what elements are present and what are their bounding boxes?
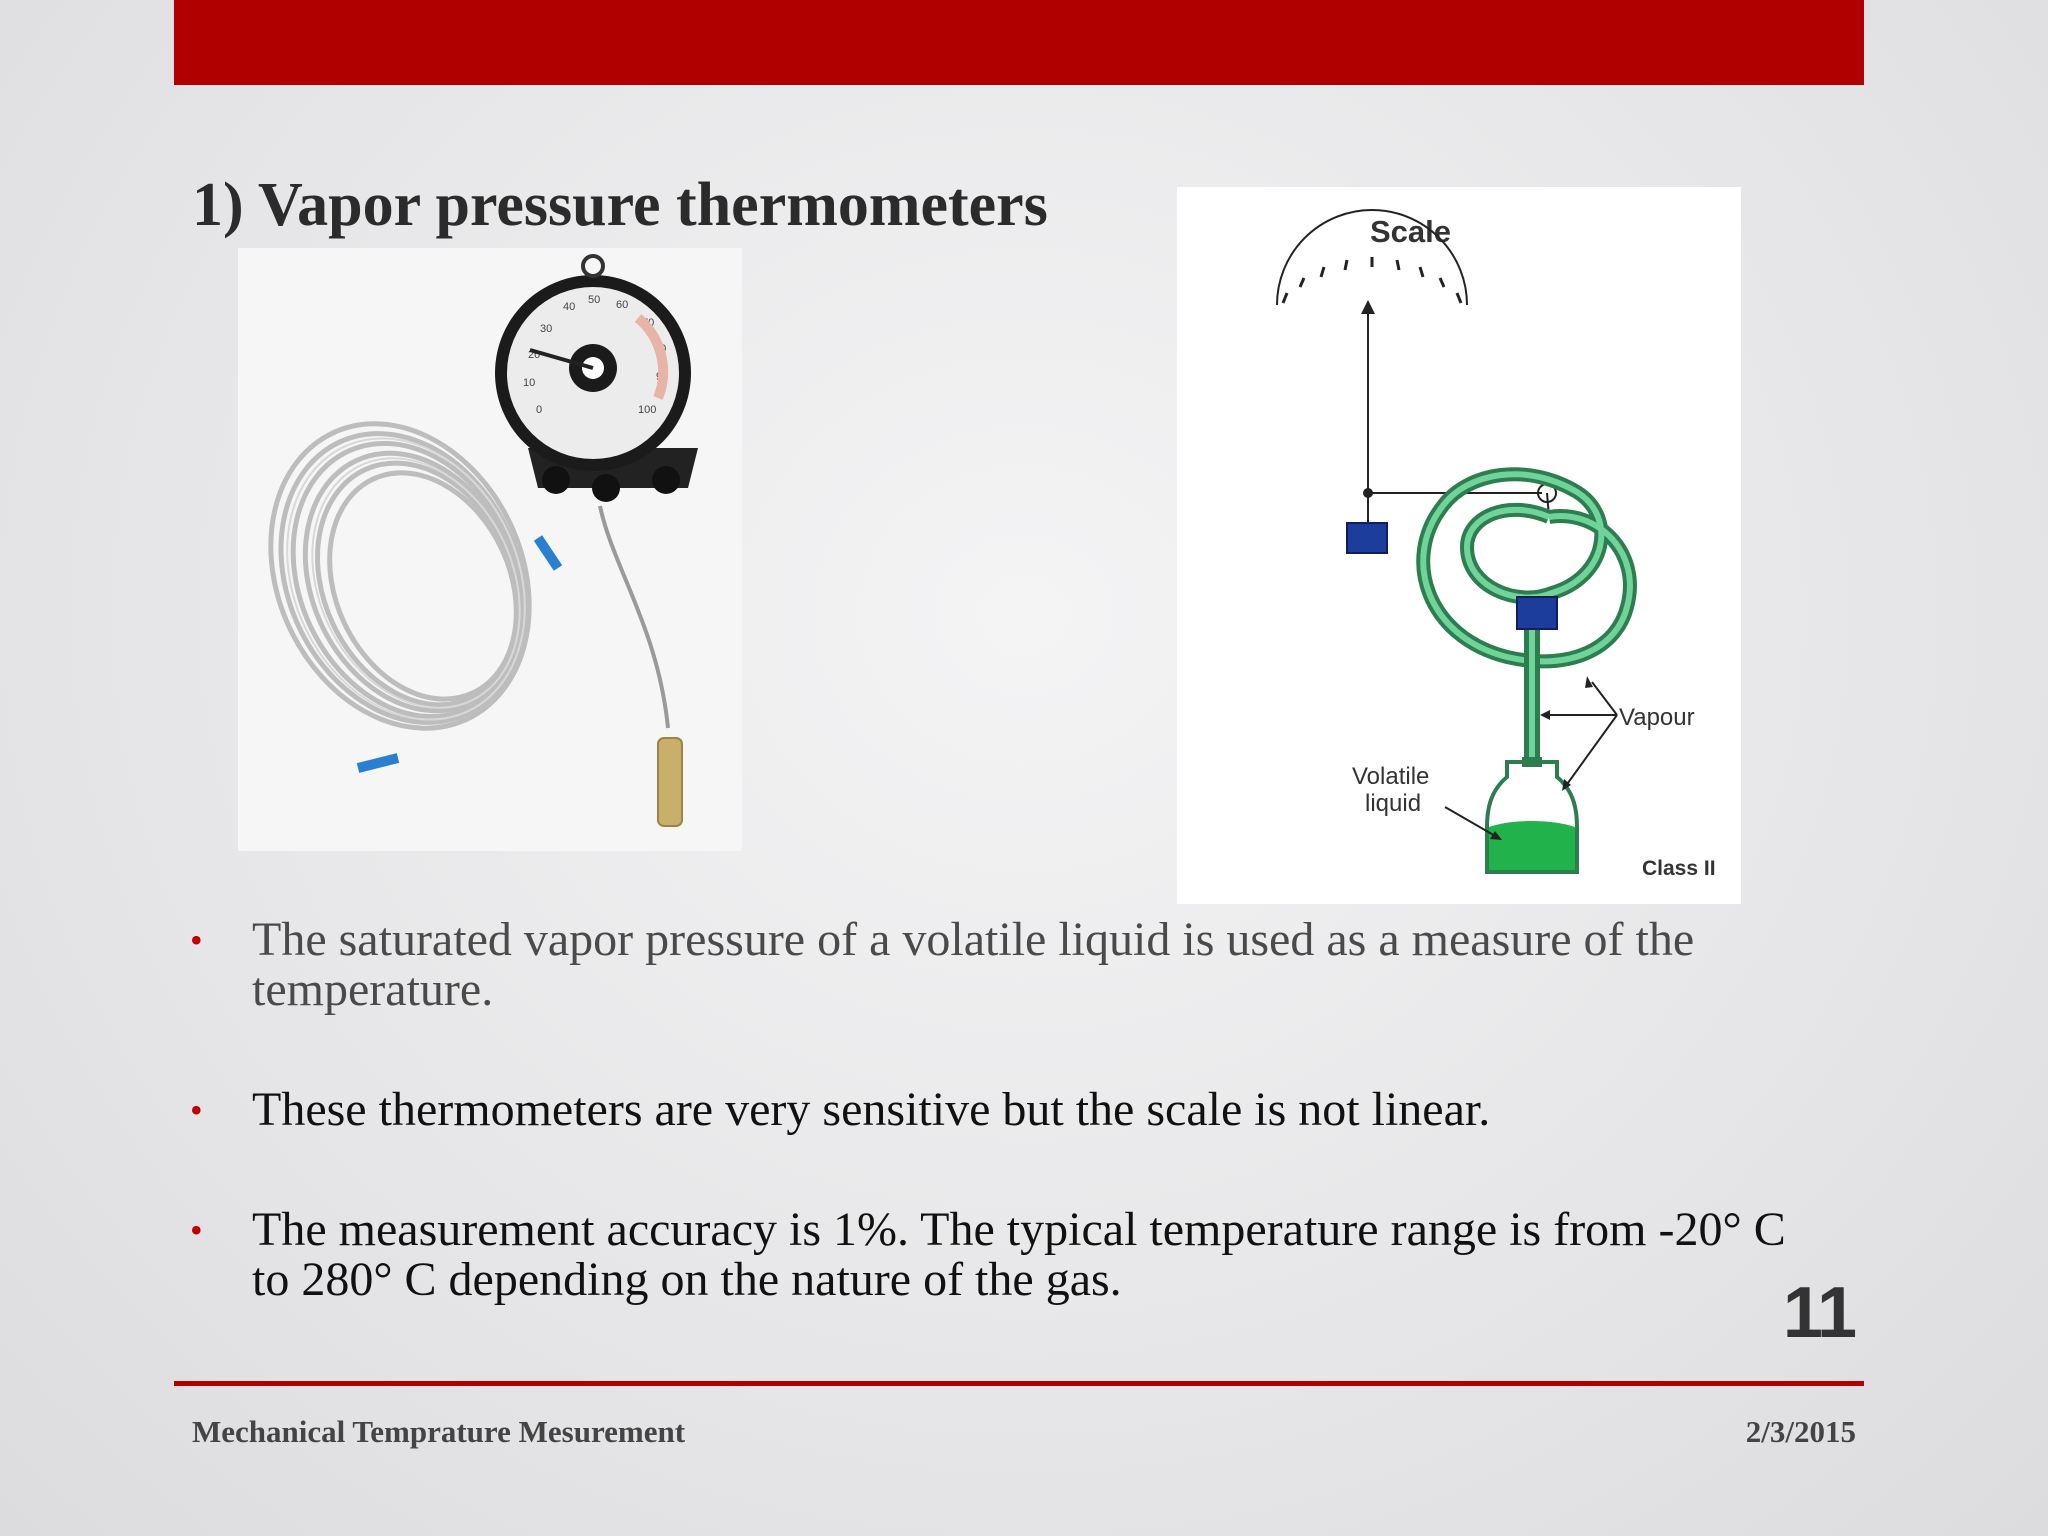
slide-number: 11 xyxy=(1782,1273,1855,1353)
scale-label: Scale xyxy=(1370,214,1452,249)
class-label: Class II xyxy=(1642,857,1716,880)
dial-number: 20 xyxy=(528,349,541,361)
dial-number: 40 xyxy=(563,301,576,313)
dial-number: 70 xyxy=(642,317,655,329)
gauge-photo-illustration xyxy=(238,248,742,851)
top-accent-bar xyxy=(174,0,1864,85)
bullet-item xyxy=(190,1205,1810,1305)
footer-title: Mechanical Temprature Mesurement xyxy=(192,1414,686,1449)
dial-number: 80 xyxy=(654,343,667,355)
bullet-text: The saturated vapor pressure of a volatile liquid is used as a measure of the temperature. xyxy=(252,913,1695,1016)
bullet-list xyxy=(190,915,1810,1375)
bullet-text: These thermometers are very sensitive but the scale is not linear. xyxy=(252,1083,1491,1136)
gauge-photo xyxy=(238,248,742,851)
bullet-text: The measurement accuracy is 1%. The typical temperature range is from -20° C to 280° C depending on the nature of the gas. xyxy=(252,1203,1786,1306)
bullet-marker: • xyxy=(190,1210,203,1250)
dial-number: 30 xyxy=(540,323,553,335)
footer-date: 2/3/2015 xyxy=(1745,1414,1856,1449)
footer-divider xyxy=(174,1381,1864,1386)
bullet-marker: • xyxy=(190,920,203,960)
volatile-label: Volatile xyxy=(1352,763,1430,790)
dial-number: 60 xyxy=(616,299,629,311)
dial-number: 0 xyxy=(536,404,543,416)
dial-number: 90 xyxy=(656,371,669,383)
bullet-item xyxy=(190,1085,1810,1135)
dial-number: 10 xyxy=(523,377,536,389)
dial-number: 50 xyxy=(588,294,601,306)
dial-number: 100 xyxy=(638,404,657,416)
vapour-label: Vapour xyxy=(1619,704,1695,731)
bullet-marker: • xyxy=(190,1090,203,1130)
liquid-label: liquid xyxy=(1365,790,1422,817)
class-ii-diagram xyxy=(1177,187,1741,904)
bullet-item xyxy=(190,915,1810,1015)
slide-title: 1) Vapor pressure thermometers xyxy=(192,171,1048,239)
diagram-illustration xyxy=(1177,187,1741,904)
